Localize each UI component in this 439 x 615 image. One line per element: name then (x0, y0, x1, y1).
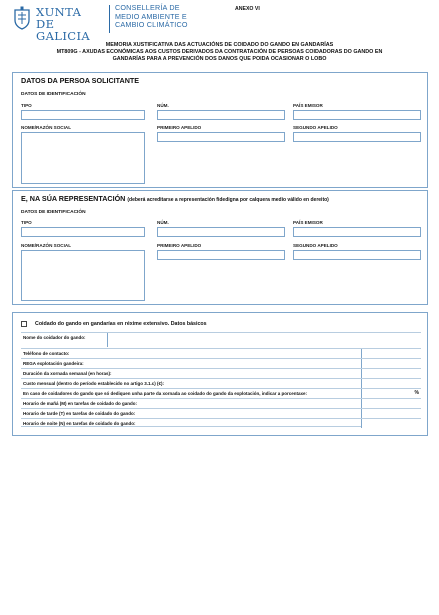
care-row-monthly-cost: Custo mensual (dentro do período establecido no artigo 3.1.c) (€): (21, 378, 421, 387)
logo-word-galicia: DE GALICIA (36, 17, 91, 43)
logo-word-xunta: XUNTA (36, 5, 82, 19)
weekly-hours-field[interactable] (361, 369, 421, 378)
representative-section (12, 190, 428, 305)
page-header (12, 3, 432, 43)
representative-ident-heading: DATOS DE IDENTIFICACIÓN (21, 210, 86, 215)
representative-ap1-label: PRIMEIRO APELIDO (157, 243, 202, 248)
applicant-tipo-field[interactable] (21, 110, 145, 120)
care-row-caretaker-name: Nome do coidador do gando: (21, 332, 421, 346)
applicant-ap2-field[interactable] (293, 132, 421, 142)
representative-nome-field[interactable] (21, 250, 145, 301)
representative-nome-label: NOME/RAZÓN SOCIAL (21, 243, 72, 248)
representative-pais-label: PAÍS EMISOR (293, 220, 323, 225)
night-schedule-field[interactable] (361, 419, 421, 428)
caretaker-name-field[interactable] (107, 333, 421, 347)
applicant-pais-field[interactable] (293, 110, 421, 120)
logo-divider (109, 5, 110, 33)
care-title: Coidado do gando en gandarías en réxime extensivo. Datos básicos (35, 321, 207, 327)
monthly-cost-field[interactable] (361, 379, 421, 388)
representative-tipo-field[interactable] (21, 227, 145, 237)
representative-num-field[interactable] (157, 227, 285, 237)
representative-ap1-field[interactable] (157, 250, 285, 260)
care-row-rega: REGA explotación gandeira: (21, 358, 421, 367)
department-name: CONSELLERÍA DE MEDIO AMBIENTE E CAMBIO CLIMÁTICO (115, 3, 188, 30)
representative-heading: E, NA SÚA REPRESENTACIÓN (deberá acreditarse a representación fidedigna por calquera medio válido en dereito) (21, 194, 329, 203)
applicant-num-label: NÚM. (157, 103, 169, 108)
applicant-nome-field[interactable] (21, 132, 145, 184)
applicant-nome-label: NOME/RAZÓN SOCIAL (21, 125, 72, 130)
applicant-pais-label: PAÍS EMISOR (293, 103, 323, 108)
phone-field[interactable] (361, 349, 421, 358)
applicant-ap1-field[interactable] (157, 132, 285, 142)
care-row-weekly-hours: Duración da xornada semanal (en horas): (21, 368, 421, 377)
representative-num-label: NÚM. (157, 220, 169, 225)
document-title: MEMORIA XUSTIFICATIVA DAS ACTUACIÓNS DE COIDADO DO GANDO EN GANDARÍAS MT809G - AXUDAS ECONÓMICAS AOS CUSTOS DERIVADOS DA CONTRATACIÓN DE PERSOAS COIDADORAS DO GANDO EN GANDARÍAS PARA A PREVENCIÓN DOS DANOS QUE POIDA OCASIONAR O LOBO (56, 42, 383, 63)
morning-schedule-field[interactable] (361, 399, 421, 408)
galicia-emblem-icon (12, 6, 32, 30)
representative-ap2-field[interactable] (293, 250, 421, 260)
care-row-morning-schedule: Horario de mañá (M) en tarefas de coidado do gando: (21, 398, 421, 407)
afternoon-schedule-field[interactable] (361, 409, 421, 418)
representative-subheading: (deberá acreditarse a representación fidedigna por calquera medio válido en dereito) (127, 197, 329, 203)
applicant-section (12, 72, 428, 188)
rega-field[interactable] (361, 359, 421, 368)
applicant-tipo-label: TIPO (21, 103, 32, 108)
xunta-logo (12, 4, 108, 43)
percentage-field[interactable] (361, 389, 421, 398)
care-row-afternoon-schedule: Horario de tarde (T) en tarefas de coidado do gando: (21, 408, 421, 417)
applicant-heading: DATOS DA PERSOA SOLICITANTE (21, 76, 140, 85)
applicant-ap2-label: SEGUNDO APELIDO (293, 125, 338, 130)
representative-tipo-label: TIPO (21, 220, 32, 225)
representative-ap2-label: SEGUNDO APELIDO (293, 243, 338, 248)
applicant-ap1-label: PRIMEIRO APELIDO (157, 125, 202, 130)
annex-label: ANEXO VI (235, 6, 260, 12)
care-section (12, 312, 428, 436)
applicant-num-field[interactable] (157, 110, 285, 120)
care-row-percentage: En caso de coidadores do gando que só dediquen unha parte da xornada ao coidado do gando da explotación, indicar a porcentaxe: % (23, 390, 419, 396)
applicant-ident-heading: DATOS DE IDENTIFICACIÓN (21, 92, 86, 97)
percent-sign: % (414, 390, 419, 396)
care-row-night-schedule: Horario de noite (N) en tarefas de coidado do gando: (21, 418, 421, 427)
care-checkbox[interactable] (21, 321, 27, 327)
representative-pais-field[interactable] (293, 227, 421, 237)
care-row-phone: Teléfono de contacto: (21, 348, 421, 357)
